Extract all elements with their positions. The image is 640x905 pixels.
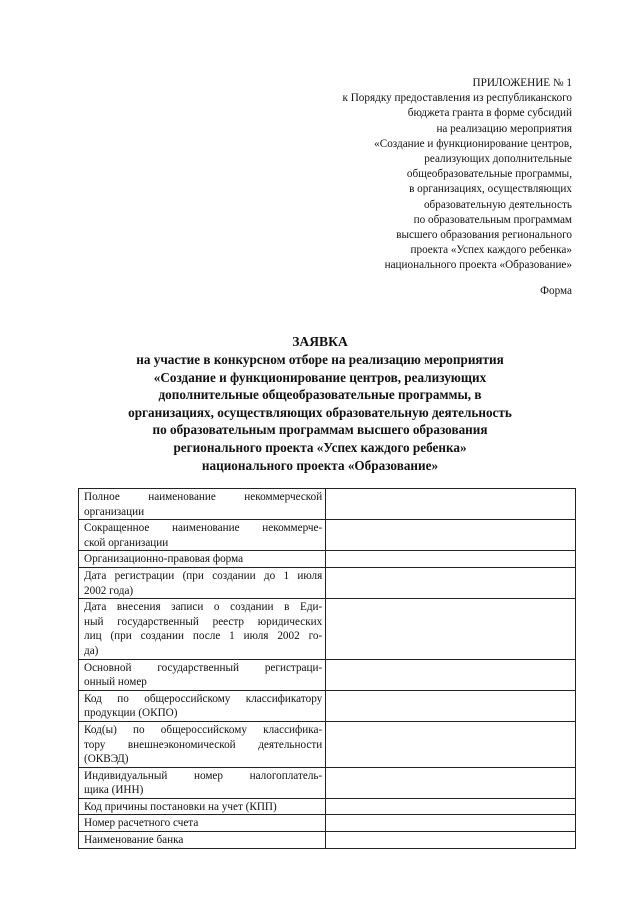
field-label <box>79 489 326 520</box>
field-label-line: Организационно-правовая форма <box>84 553 244 566</box>
field-value-cell[interactable] <box>326 798 576 815</box>
field-value-cell[interactable] <box>326 815 576 832</box>
field-value-cell[interactable] <box>326 659 576 690</box>
table-row <box>79 599 576 659</box>
field-label-line: ской организации <box>84 536 169 549</box>
title-line: регионального проекта «Успех каждого ребенка» <box>173 439 467 455</box>
table-row <box>79 832 576 849</box>
table-row <box>79 721 576 767</box>
form-label: Форма <box>540 285 572 297</box>
title-line: на участие в конкурсном отборе на реализацию мероприятия <box>136 352 504 367</box>
field-value-cell[interactable] <box>326 567 576 598</box>
appendix-line: ПРИЛОЖЕНИЕ № 1 <box>472 77 572 89</box>
field-label <box>79 832 326 849</box>
field-value-cell[interactable] <box>326 489 576 520</box>
field-label <box>79 567 326 598</box>
field-label-line: Сокращенное наименование некоммерче- <box>84 522 323 535</box>
field-label <box>79 721 326 767</box>
title-line: организациях, осуществляющих образовательную деятельность <box>128 404 512 420</box>
table-row <box>79 567 576 598</box>
field-value-cell[interactable] <box>326 520 576 551</box>
appendix-line: высшего образования регионального <box>396 229 572 242</box>
field-label-line: Код по общероссийскому классификатору <box>84 692 323 705</box>
table-row <box>79 690 576 721</box>
field-label <box>79 815 326 832</box>
field-label <box>79 520 326 551</box>
appendix-line: проекта «Успех каждого ребенка» <box>410 244 572 257</box>
field-value-cell[interactable] <box>326 690 576 721</box>
field-value-cell[interactable] <box>326 767 576 798</box>
title-line: «Создание и функционирование центров, реализующих <box>153 369 487 385</box>
field-label-line: Дата внесения записи о создании в Еди- <box>84 601 323 614</box>
field-label <box>79 659 326 690</box>
field-label-line: да) <box>84 644 99 657</box>
field-label-line: щика (ИНН) <box>84 784 144 797</box>
field-label-line: ный государственный реестр юридических <box>84 615 323 628</box>
table-row <box>79 659 576 690</box>
application-form-table <box>78 488 576 849</box>
appendix-line: к Порядку предоставления из республиканского <box>342 92 572 105</box>
field-value-cell[interactable] <box>326 832 576 849</box>
field-label <box>79 599 326 659</box>
field-label-line: продукции (ОКПО) <box>84 707 178 720</box>
field-value-cell[interactable] <box>326 551 576 568</box>
field-label-line: лиц (при создании после 1 июля 2002 го- <box>84 630 323 643</box>
title-heading: ЗАЯВКА <box>292 334 348 349</box>
field-label <box>79 798 326 815</box>
table-row <box>79 551 576 568</box>
field-label-line: Полное наименование некоммерческой <box>84 491 323 503</box>
appendix-line: общеобразовательные программы, <box>406 168 572 181</box>
table-row <box>79 798 576 815</box>
document-title <box>70 333 570 474</box>
field-label-line: Код(ы) по общероссийскому классифика- <box>84 723 323 736</box>
field-value-cell[interactable] <box>326 599 576 659</box>
field-label-line: тору внешнеэкономической деятельности <box>84 738 323 751</box>
field-label <box>79 551 326 568</box>
table-row <box>79 520 576 551</box>
field-value-cell[interactable] <box>326 721 576 767</box>
appendix-block <box>272 76 572 274</box>
field-label-line: Дата регистрации (при создании до 1 июля <box>84 569 323 582</box>
appendix-line: «Создание и функционирование центров, <box>374 137 572 150</box>
appendix-line: реализующих дополнительные <box>424 153 572 166</box>
field-label-line: организации <box>84 505 145 518</box>
field-label-line: Индивидуальный номер налогоплатель- <box>84 769 323 782</box>
field-label <box>79 767 326 798</box>
title-line: дополнительные общеобразовательные программы, в <box>158 387 482 403</box>
title-line: по образовательным программам высшего образования <box>152 422 488 438</box>
table-row <box>79 767 576 798</box>
field-label-line: Номер расчетного счета <box>84 817 199 830</box>
table-row <box>79 489 576 520</box>
appendix-line: национального проекта «Образование» <box>384 259 572 272</box>
appendix-line: по образовательным программам <box>413 213 572 226</box>
field-label-line: Наименование банка <box>84 834 184 847</box>
table-row <box>79 815 576 832</box>
field-label-line: Основной государственный регистраци- <box>84 661 323 674</box>
appendix-line: образовательную деятельность <box>423 198 572 211</box>
title-line: национального проекта «Образование» <box>201 457 439 473</box>
field-label-line: онный номер <box>84 676 147 689</box>
field-label-line: (ОКВЭД) <box>84 753 129 766</box>
appendix-line: в организациях, осуществляющих <box>409 183 572 196</box>
field-label-line: 2002 года) <box>84 584 134 597</box>
field-label-line: Код причины постановки на учет (КПП) <box>84 800 277 813</box>
field-label <box>79 690 326 721</box>
appendix-line: на реализацию мероприятия <box>436 122 572 135</box>
appendix-line: бюджета гранта в форме субсидий <box>407 107 572 120</box>
